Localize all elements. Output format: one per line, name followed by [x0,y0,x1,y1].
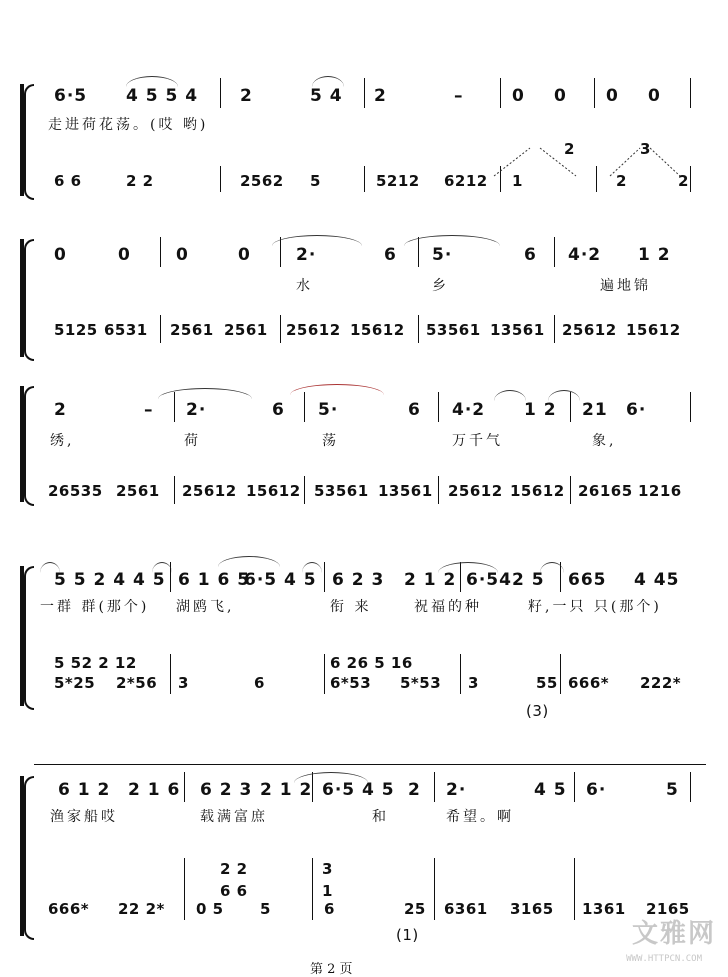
tuplet-mark: (3) [526,702,549,720]
note-group: 4·2 [568,245,602,265]
note-group: 2· [446,780,467,800]
barline [280,315,281,343]
note-group: 15612 [510,482,565,500]
barline [434,772,435,802]
note-group: 6·5 4 5 [244,570,317,590]
note-group: 3 [640,140,651,158]
note-group: 6212 [444,172,488,190]
barline [554,237,555,267]
note-group: 26535 [48,482,103,500]
note-group: 3 [468,674,479,692]
lyrics-row [34,806,706,826]
melody-row [34,570,706,592]
rest: 0 [54,245,67,265]
note-group: 5*25 [54,674,96,692]
lyric-text: 万千气 [452,433,503,449]
note-group: 1 [512,172,523,190]
note-group: 666* [48,900,90,918]
accompaniment-row [34,482,706,504]
barline [364,166,365,192]
note-group: 15612 [626,321,681,339]
score-system-1 [0,60,728,205]
watermark-logo: 文雅网 [631,919,716,949]
note-group: 15612 [246,482,301,500]
barline [418,315,419,343]
slur [218,556,280,567]
barline [690,392,691,422]
note-group: 6 [524,245,537,265]
note-group: 2562 [240,172,284,190]
accompaniment-upper-row [34,860,706,900]
lyric-text: 水 [296,278,313,294]
barline [160,237,161,267]
note-group: 1361 [582,900,626,918]
slur [548,390,580,401]
barline [438,392,439,422]
note-group: 3165 [510,900,554,918]
lyrics-row [34,275,706,295]
barline [438,476,439,504]
lyric-text: 乡 [432,278,449,294]
slur [158,388,252,399]
note-group: 6 [408,400,421,420]
barline [312,858,313,920]
note-group: 2· [186,400,207,420]
barline [434,858,435,920]
lyric-text: 荡 [322,433,339,449]
note-group: 0 5 [196,900,224,918]
accompaniment-row [34,321,706,343]
note-group: 6 [384,245,397,265]
lyric-text: 荷 [184,433,201,449]
note-group: 2 [374,86,387,106]
system-brace [24,566,34,710]
rest: 0 [554,86,567,106]
note-group: 2 2 [126,172,154,190]
note-group: 3 [178,674,189,692]
note-group: 6*53 [330,674,372,692]
slur [126,76,178,87]
note-group: 6· [626,400,647,420]
note-group: 2561 [170,321,214,339]
lyric-text: 载满富庶 [200,809,268,825]
note-group: 665 [568,570,607,590]
note-group: 2 [616,172,627,190]
note-group: 13561 [490,321,545,339]
note-group: 2· [296,245,317,265]
barline [220,166,221,192]
rest: 0 [118,245,131,265]
note-group: 6·5 [54,86,88,106]
note-group: 2561 [224,321,268,339]
rest: 0 [238,245,251,265]
note-group: 25612 [182,482,237,500]
glissando-lines [490,140,700,185]
note-group: 3 [322,860,333,878]
slur [290,384,384,395]
note-group: 4 45 [634,570,680,590]
note-group: 6· [586,780,607,800]
note-group: 6 [272,400,285,420]
note-group: – [454,86,464,106]
note-group: 2 [564,140,575,158]
score-system-5 [0,760,728,950]
note-group: 5· [432,245,453,265]
note-group: 4 5 [534,780,567,800]
rest: 0 [648,86,661,106]
note-group: 13561 [378,482,433,500]
note-group: 1216 [638,482,682,500]
note-group: 25612 [286,321,341,339]
barline [364,78,365,108]
note-group: 1 2 [524,400,557,420]
slur [40,562,60,573]
system-brace [24,239,34,361]
note-group: 222* [640,674,682,692]
note-group: 26165 [578,482,633,500]
barline [220,78,221,108]
note-group: 2 1 2 [260,780,313,800]
note-group: 6 26 5 16 [330,654,413,672]
melody-row [34,780,706,802]
barline [554,315,555,343]
note-group: 6 2 3 [200,780,253,800]
note-group: 25612 [448,482,503,500]
slur [302,562,322,573]
page-number: 第 2 页 [310,962,353,977]
note-group: 2 [54,400,67,420]
note-group: 5 5 2 4 4 5 [54,570,166,590]
score-system-4 [0,556,728,720]
note-group: 1 [322,882,333,900]
note-group: 2 2 [220,860,248,878]
note-group: 5 [310,172,321,190]
note-group: 2 1 2 [404,570,457,590]
note-group: 6 6 [54,172,82,190]
melody-row [34,245,706,267]
lyric-text: 一群 群(那个) [40,599,150,615]
barline [690,78,691,108]
note-group: 1 2 [638,245,671,265]
note-group: 6·542 5 [466,570,545,590]
rest: 0 [512,86,525,106]
barline [574,772,575,802]
note-group: 6 2 3 [332,570,385,590]
note-group: 5 4 [310,86,343,106]
note-group: 2561 [116,482,160,500]
note-group: 6 1 6 5 [178,570,251,590]
note-group: 6531 [104,321,148,339]
system-brace [24,386,34,506]
note-group: 4·2 [452,400,486,420]
lyrics-row [34,114,706,134]
score-system-3 [0,380,728,510]
note-group: 15612 [350,321,405,339]
note-group: 6 [324,900,335,918]
lyric-text: 渔家船哎 [50,809,118,825]
note-group: 5*53 [400,674,442,692]
barline [170,654,171,694]
note-group: 55 [536,674,558,692]
system-brace [24,776,34,940]
note-group: 5 [260,900,271,918]
note-group: 666* [568,674,610,692]
note-group: 2*56 [116,674,158,692]
barline [324,654,325,694]
note-group: 53561 [426,321,481,339]
note-group: 6 [254,674,265,692]
melody-row [34,86,706,108]
note-group: 4 5 5 4 [126,86,199,106]
note-group: 2165 [646,900,690,918]
barline [570,476,571,504]
lyrics-row [34,596,706,616]
slur [272,235,362,246]
note-group: 6361 [444,900,488,918]
note-group: 21 [582,400,608,420]
barline [160,315,161,343]
barline [690,772,691,802]
barline [184,858,185,920]
accompaniment-row [34,900,706,922]
note-group: 2 [240,86,253,106]
double-barline [500,78,504,108]
accompaniment-row [34,674,706,696]
note-group: 6 6 [220,882,248,900]
barline [460,654,461,694]
lyric-text: 籽,一只 只(那个) [528,599,662,615]
barline [174,476,175,504]
lyric-text: 遍地锦 [600,278,651,294]
barline [304,392,305,422]
slur [438,562,498,573]
lyric-text: 湖鸥飞, [176,599,235,615]
lyric-text: 祝福的种 [414,599,482,615]
system-brace [24,84,34,200]
note-group: 22 2* [118,900,165,918]
note-group: 25 [404,900,426,918]
score-system-2 [0,225,728,360]
lyric-text: 绣, [50,433,75,449]
note-group: – [144,400,154,420]
tuplet-mark: (1) [396,926,419,944]
note-group: 5212 [376,172,420,190]
note-group: 5· [318,400,339,420]
lyrics-row [34,430,706,450]
note-group: 5 [666,780,679,800]
rest: 0 [176,245,189,265]
lyric-text: 希望。啊 [446,809,514,825]
barline [184,772,185,802]
note-group: 5 52 2 12 [54,654,137,672]
note-group: 6·5 4 5 [322,780,395,800]
barline [574,858,575,920]
note-group: 2 [678,172,689,190]
watermark-url: WWW.HTTPCN.COM [626,954,702,964]
melody-row [34,400,706,422]
barline [304,476,305,504]
note-group: 5125 [54,321,98,339]
lyric-text: 衔 来 [330,599,372,615]
note-group: 2 1 6 [128,780,181,800]
slur [494,390,526,401]
top-rule [34,764,706,765]
note-group: 25612 [562,321,617,339]
slur [312,76,344,87]
accompaniment-upper-row [34,654,706,672]
note-group: 6 1 2 [58,780,111,800]
slur [152,562,172,573]
rest: 0 [606,86,619,106]
slur [294,772,368,783]
lyric-text: 象, [592,433,617,449]
note-group: 53561 [314,482,369,500]
lyric-text: 和 [372,809,389,825]
note-group: 2 [408,780,421,800]
barline [324,562,325,592]
lyric-text: 走进荷花荡。(哎 哟) [48,117,209,133]
barline [560,654,561,694]
barline [594,78,595,108]
